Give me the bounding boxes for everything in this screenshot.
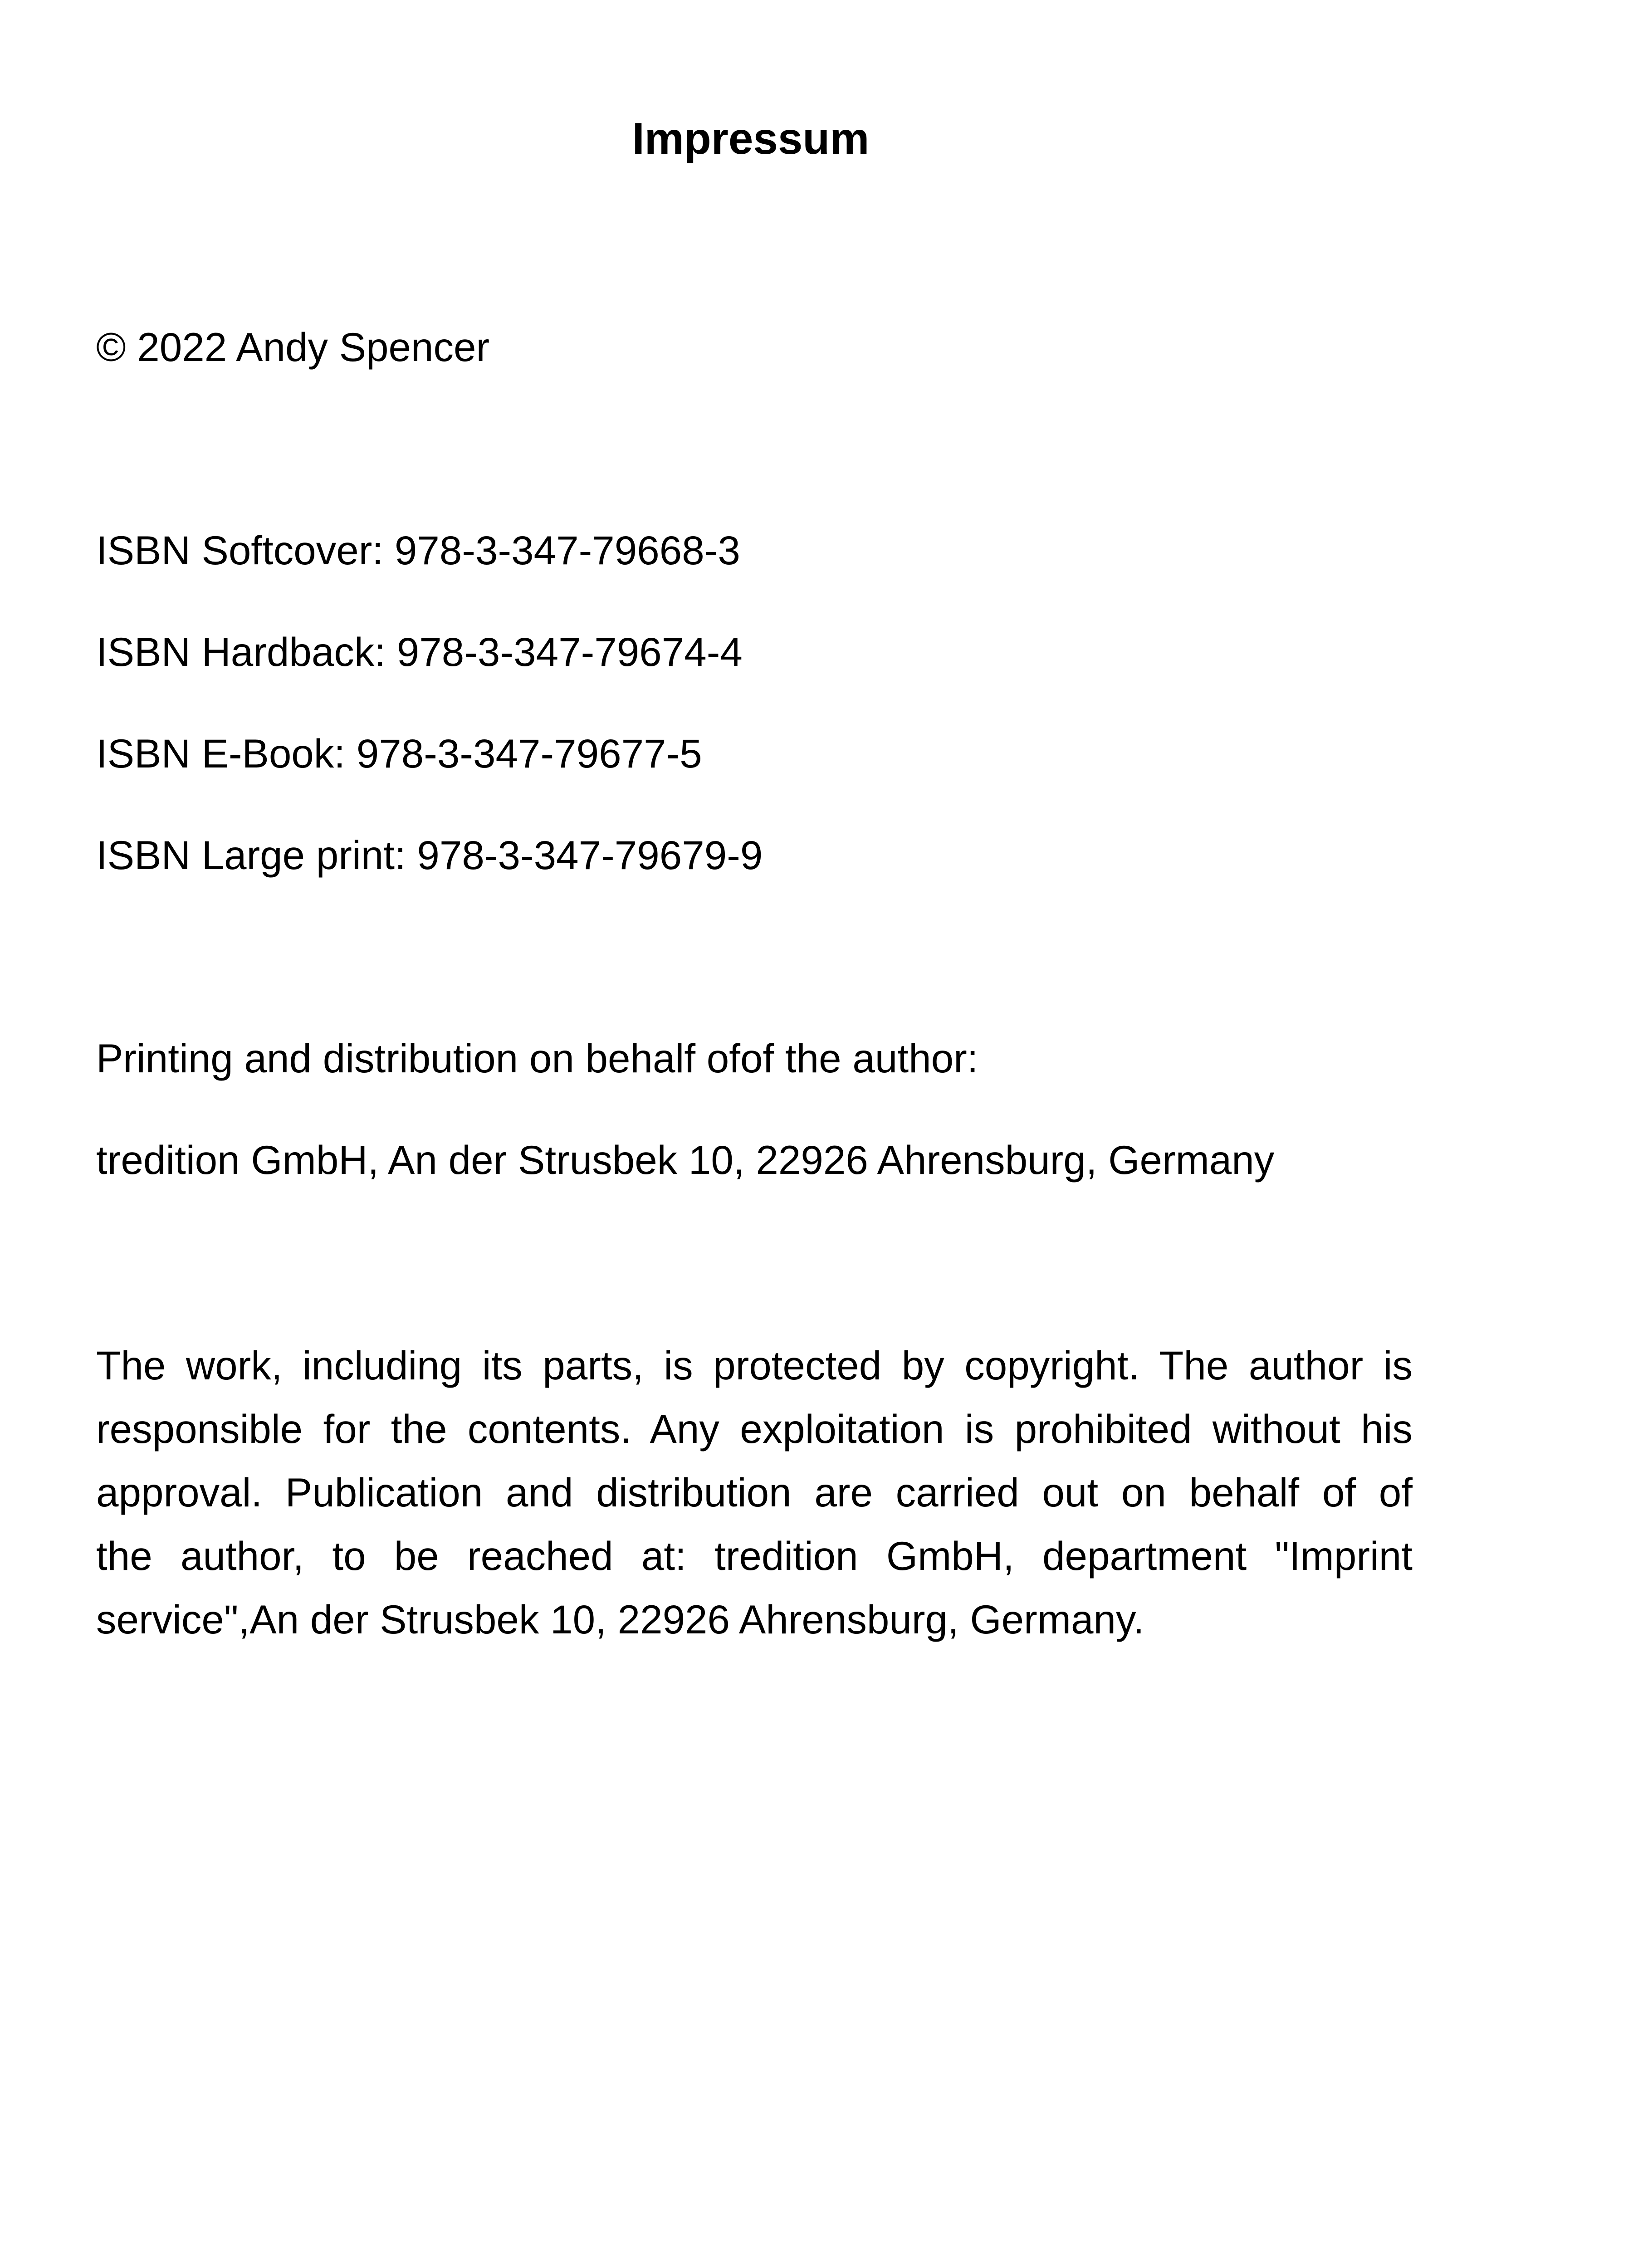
- isbn-hardback: ISBN Hardback: 978-3-347-79674-4: [96, 629, 743, 675]
- printing-label: Printing and distribution on behalf ofof the author:: [96, 1036, 978, 1081]
- notice-line: The work, including its parts, is protected by copyright. The author is: [96, 1343, 1413, 1388]
- notice-line: responsible for the contents. Any exploitation is prohibited without his: [96, 1406, 1413, 1452]
- notice-line: service",An der Strusbek 10, 22926 Ahrensburg, Germany.: [96, 1597, 1144, 1642]
- copyright-notice: [96, 1334, 1413, 1651]
- notice-line: the author, to be reached at: tredition GmbH, department "Imprint: [96, 1533, 1413, 1579]
- isbn-large-print: ISBN Large print: 978-3-347-79679-9: [96, 832, 763, 878]
- publisher-address: tredition GmbH, An der Strusbek 10, 22926 Ahrensburg, Germany: [96, 1137, 1275, 1183]
- copyright-line: © 2022 Andy Spencer: [96, 324, 490, 370]
- notice-line: approval. Publication and distribution are carried out on behalf of of: [96, 1470, 1413, 1515]
- isbn-ebook: ISBN E-Book: 978-3-347-79677-5: [96, 731, 702, 776]
- isbn-softcover: ISBN Softcover: 978-3-347-79668-3: [96, 528, 740, 573]
- page-title: Impressum: [632, 113, 870, 163]
